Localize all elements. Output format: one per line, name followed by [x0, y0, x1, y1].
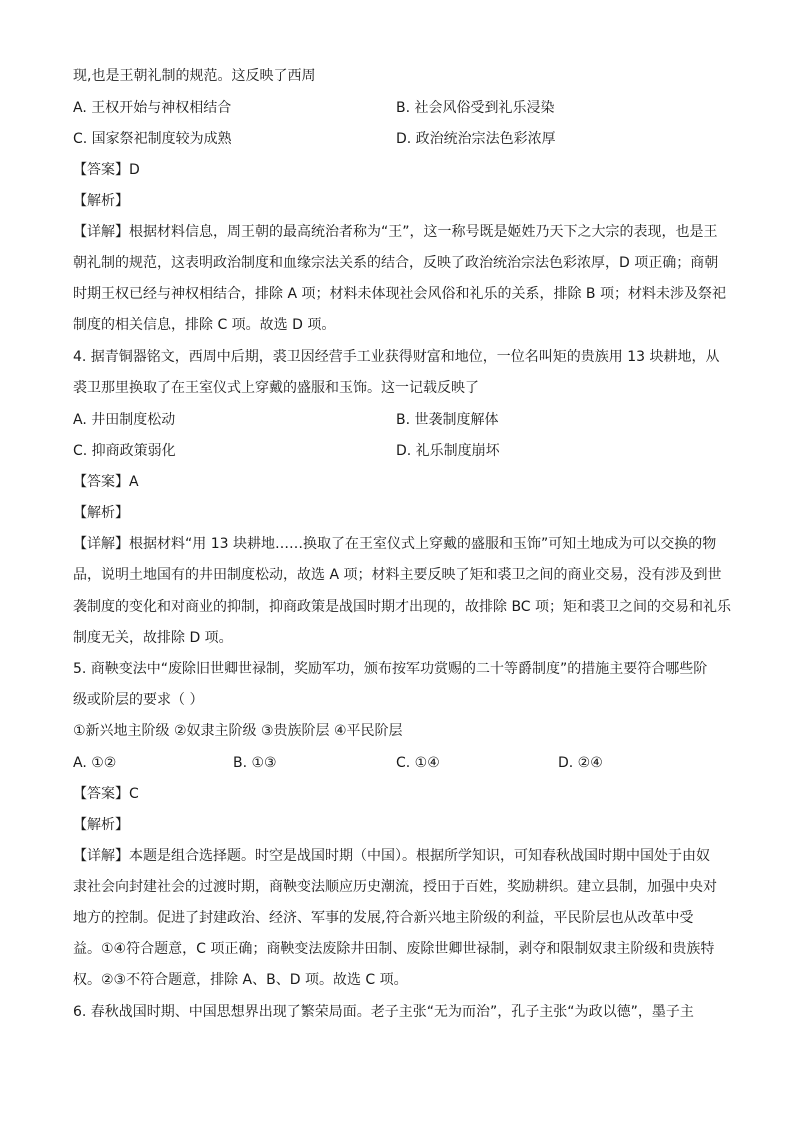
- q3-stem-tail: 现,也是王朝礼制的规范。这反映了西周: [73, 68, 316, 84]
- q3-detail-line: 时期王权已经与神权相结合，排除 A 项；材料未体现社会风俗和礼乐的关系，排除 B 项；材料未涉及祭祀: [73, 286, 726, 302]
- q5-answer: 【答案】C: [73, 786, 139, 802]
- q5-options-row: [73, 753, 723, 773]
- q4-options-row-2: [73, 441, 723, 461]
- q3-detail-line: 制度的相关信息，排除 C 项。故选 D 项。: [73, 317, 336, 333]
- q4-option-d: D. 礼乐制度崩坏: [396, 443, 500, 459]
- q4-option-b: B. 世袭制度解体: [396, 412, 499, 428]
- q5-detail-line: 益。①④符合题意，C 项正确；商鞅变法废除井田制、废除世卿世禄制，剥夺和限制奴隶主阶级和贵族特: [73, 941, 715, 957]
- q5-detail-line: 【详解】本题是组合选择题。时空是战国时期（中国）。根据所学知识，可知春秋战国时期中国处于由奴: [73, 848, 710, 864]
- q3-detail-line: 朝礼制的规范，这表明政治制度和血缘宗法关系的结合，反映了政治统治宗法色彩浓厚，D 项正确；商朝: [73, 255, 719, 271]
- q3-option-d: D. 政治统治宗法色彩浓厚: [396, 131, 556, 147]
- q5-stem-line: 5. 商鞅变法中“废除旧世卿世禄制，奖励军功，颁布按军功赏赐的二十等爵制度”的措施主要符合哪些阶: [73, 661, 708, 677]
- q4-stem-line: 4. 据青铜器铭文，西周中后期，裘卫因经营手工业获得财富和地位，一位名叫矩的贵族用 13 块耕地，从: [73, 349, 720, 365]
- q3-option-c: C. 国家祭祀制度较为成熟: [73, 131, 232, 147]
- q4-answer: 【答案】A: [73, 474, 139, 490]
- q6-stem-line: 6. 春秋战国时期、中国思想界出现了繁荣局面。老子主张“无为而治”，孔子主张“为政以德”，墨子主: [73, 1004, 694, 1020]
- q5-option-d: D. ②④: [558, 755, 603, 771]
- q5-option-c: C. ①④: [396, 755, 440, 771]
- q3-options-row-1: [73, 98, 723, 118]
- q4-detail-line: 制度无关，故排除 D 项。: [73, 630, 233, 646]
- q3-option-a: A. 王权开始与神权相结合: [73, 100, 232, 116]
- q4-detail-line: 袭制度的变化和对商业的抑制，抑商政策是战国时期才出现的，故排除 BC 项；矩和裘卫之间的交易和礼乐: [73, 599, 732, 615]
- q4-detail-line: 品，说明土地国有的井田制度松动，故选 A 项；材料主要反映了矩和裘卫之间的商业交易，没有涉及到世: [73, 567, 722, 583]
- q5-stem-line: 级或阶层的要求（ ）: [73, 692, 204, 708]
- q5-detail-line: 权。②③不符合题意，排除 A、B、D 项。故选 C 项。: [73, 972, 408, 988]
- q3-analysis-label: 【解析】: [73, 193, 129, 209]
- q4-option-c: C. 抑商政策弱化: [73, 443, 176, 459]
- q4-detail-line: 【详解】根据材料“用 13 块耕地……换取了在王室仪式上穿戴的盛服和玉饰”可知土地成为可以交换的物: [73, 536, 717, 552]
- q3-answer: 【答案】D: [73, 162, 140, 178]
- q3-detail-line: 【详解】根据材料信息，周王朝的最高统治者称为“王”，这一称号既是姬姓乃天下之大宗的表现，也是王: [73, 224, 718, 240]
- q5-choices: ①新兴地主阶级 ②奴隶主阶级 ③贵族阶层 ④平民阶层: [73, 723, 403, 739]
- q5-analysis-label: 【解析】: [73, 817, 129, 833]
- q3-options-row-2: [73, 129, 723, 149]
- q4-options-row-1: [73, 410, 723, 430]
- q3-option-b: B. 社会风俗受到礼乐浸染: [396, 100, 555, 116]
- q5-option-a: A. ①②: [73, 755, 117, 771]
- q4-analysis-label: 【解析】: [73, 505, 129, 521]
- q4-option-a: A. 井田制度松动: [73, 412, 176, 428]
- q5-option-b: B. ①③: [233, 755, 277, 771]
- q5-detail-line: 地方的控制。促进了封建政治、经济、军事的发展,符合新兴地主阶级的利益，平民阶层也从改革中受: [73, 910, 694, 926]
- q5-detail-line: 隶社会向封建社会的过渡时期，商鞅变法顺应历史潮流，授田于百姓，奖励耕织。建立县制，加强中央对: [73, 879, 717, 895]
- q4-stem-line: 裘卫那里换取了在王室仪式上穿戴的盛服和玉饰。这一记载反映了: [73, 380, 479, 396]
